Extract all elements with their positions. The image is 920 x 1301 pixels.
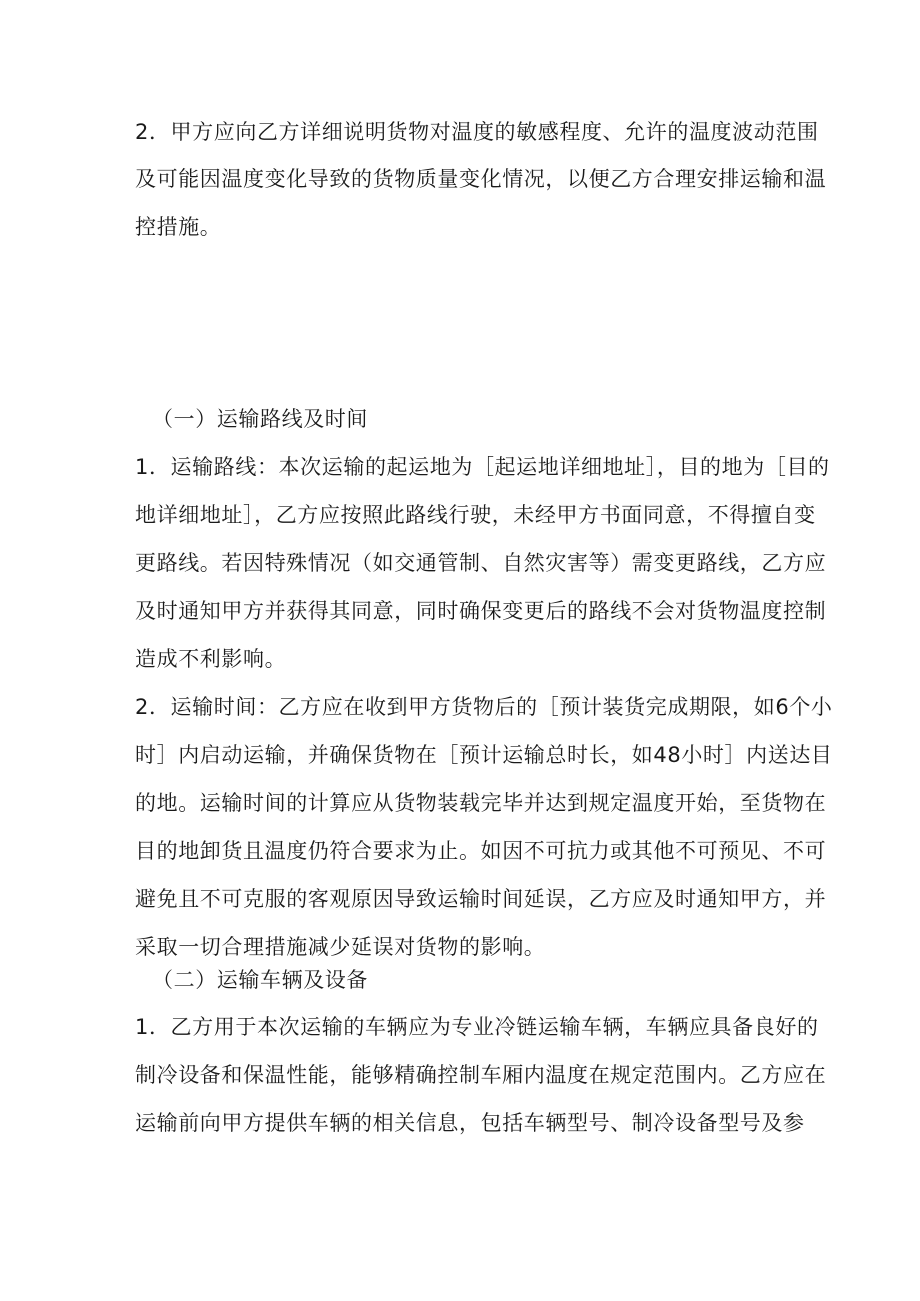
paragraph-line: 控措施。 (135, 215, 222, 239)
paragraph-line: 采取一切合理措施减少延误对货物的影响。 (135, 935, 546, 959)
paragraph-line: 1．乙方用于本次运输的车辆应为专业冷链运输车辆，车辆应具备良好的 (135, 1015, 819, 1039)
paragraph-line: 地详细地址］，乙方应按照此路线行驶，未经甲方书面同意，不得擅自变 (135, 503, 816, 527)
paragraph-line: 运输前向甲方提供车辆的相关信息，包括车辆型号、制冷设备型号及参 (135, 1111, 805, 1135)
paragraph-line: 制冷设备和保温性能，能够精确控制车厢内温度在规定范围内。乙方应在 (135, 1063, 827, 1087)
paragraph-line: 目的地卸货且温度仍符合要求为止。如因不可抗力或其他不可预见、不可 (135, 839, 827, 863)
paragraph-line: 1．运输路线：本次运输的起运地为［起运地详细地址］，目的地为［目的 (135, 455, 830, 479)
paragraph-line: 及可能因温度变化导致的货物质量变化情况，以便乙方合理安排运输和温 (135, 167, 827, 191)
paragraph-line: 2．甲方应向乙方详细说明货物对温度的敏感程度、允许的温度波动范围 (135, 120, 819, 144)
paragraph-line: 及时通知甲方并获得其同意，同时确保变更后的路线不会对货物温度控制 (135, 599, 827, 623)
section-heading: （二）运输车辆及设备 (152, 968, 368, 992)
paragraph-line: 避免且不可克服的客观原因导致运输时间延误，乙方应及时通知甲方，并 (135, 887, 827, 911)
paragraph-line: 2．运输时间：乙方应在收到甲方货物后的［预计装货完成期限，如6个小 (135, 695, 833, 719)
paragraph-line: 时］内启动运输，并确保货物在［预计运输总时长，如48小时］内送达目 (135, 743, 833, 767)
paragraph-line: 更路线。若因特殊情况（如交通管制、自然灾害等）需变更路线，乙方应 (135, 551, 827, 575)
paragraph-line: 的地。运输时间的计算应从货物装载完毕并达到规定温度开始，至货物在 (135, 791, 827, 815)
section-heading: （一）运输路线及时间 (152, 407, 368, 431)
paragraph-line: 造成不利影响。 (135, 647, 287, 671)
